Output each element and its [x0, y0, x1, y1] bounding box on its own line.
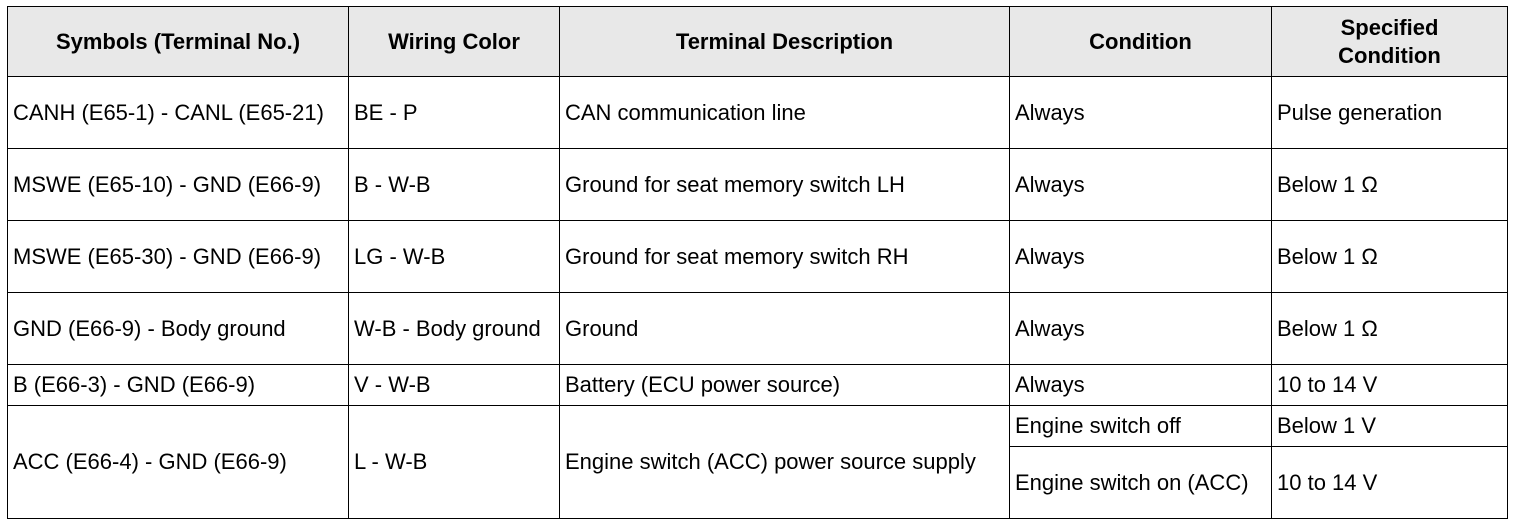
cell-condition: Always	[1010, 293, 1272, 365]
cell-specified-condition: 10 to 14 V	[1272, 365, 1508, 406]
cell-terminal-description: Battery (ECU power source)	[560, 365, 1010, 406]
cell-condition: Always	[1010, 221, 1272, 293]
cell-terminal-description: Ground	[560, 293, 1010, 365]
cell-specified-condition: Below 1 Ω	[1272, 221, 1508, 293]
header-condition: Condition	[1010, 7, 1272, 77]
table-row	[8, 149, 1508, 221]
cell-terminal-description: Ground for seat memory switch RH	[560, 221, 1010, 293]
cell-wiring-color: BE - P	[349, 77, 560, 149]
cell-wiring-color: LG - W-B	[349, 221, 560, 293]
table-row	[8, 77, 1508, 149]
header-symbols: Symbols (Terminal No.)	[8, 7, 349, 77]
cell-symbols: MSWE (E65-30) - GND (E66-9)	[8, 221, 349, 293]
cell-condition: Engine switch on (ACC)	[1010, 447, 1272, 519]
cell-specified-condition: Pulse generation	[1272, 77, 1508, 149]
table-header-row	[8, 7, 1508, 77]
cell-wiring-color: W-B - Body ground	[349, 293, 560, 365]
cell-wiring-color: B - W-B	[349, 149, 560, 221]
cell-symbols: GND (E66-9) - Body ground	[8, 293, 349, 365]
table-row	[8, 221, 1508, 293]
header-terminal-description: Terminal Description	[560, 7, 1010, 77]
cell-specified-condition: Below 1 Ω	[1272, 293, 1508, 365]
cell-symbols: ACC (E66-4) - GND (E66-9)	[8, 406, 349, 519]
header-specified-condition: Specified Condition	[1272, 7, 1508, 77]
cell-specified-condition: 10 to 14 V	[1272, 447, 1508, 519]
table-row	[8, 406, 1508, 447]
cell-condition: Always	[1010, 77, 1272, 149]
table-row	[8, 293, 1508, 365]
cell-specified-condition: Below 1 Ω	[1272, 149, 1508, 221]
table-row	[8, 365, 1508, 406]
cell-terminal-description: CAN communication line	[560, 77, 1010, 149]
cell-condition: Engine switch off	[1010, 406, 1272, 447]
header-wiring-color: Wiring Color	[349, 7, 560, 77]
cell-wiring-color: L - W-B	[349, 406, 560, 519]
cell-symbols: B (E66-3) - GND (E66-9)	[8, 365, 349, 406]
cell-terminal-description: Ground for seat memory switch LH	[560, 149, 1010, 221]
cell-specified-condition: Below 1 V	[1272, 406, 1508, 447]
cell-condition: Always	[1010, 365, 1272, 406]
cell-wiring-color: V - W-B	[349, 365, 560, 406]
cell-symbols: MSWE (E65-10) - GND (E66-9)	[8, 149, 349, 221]
cell-terminal-description: Engine switch (ACC) power source supply	[560, 406, 1010, 519]
cell-condition: Always	[1010, 149, 1272, 221]
terminal-spec-table	[7, 6, 1508, 519]
cell-symbols: CANH (E65-1) - CANL (E65-21)	[8, 77, 349, 149]
